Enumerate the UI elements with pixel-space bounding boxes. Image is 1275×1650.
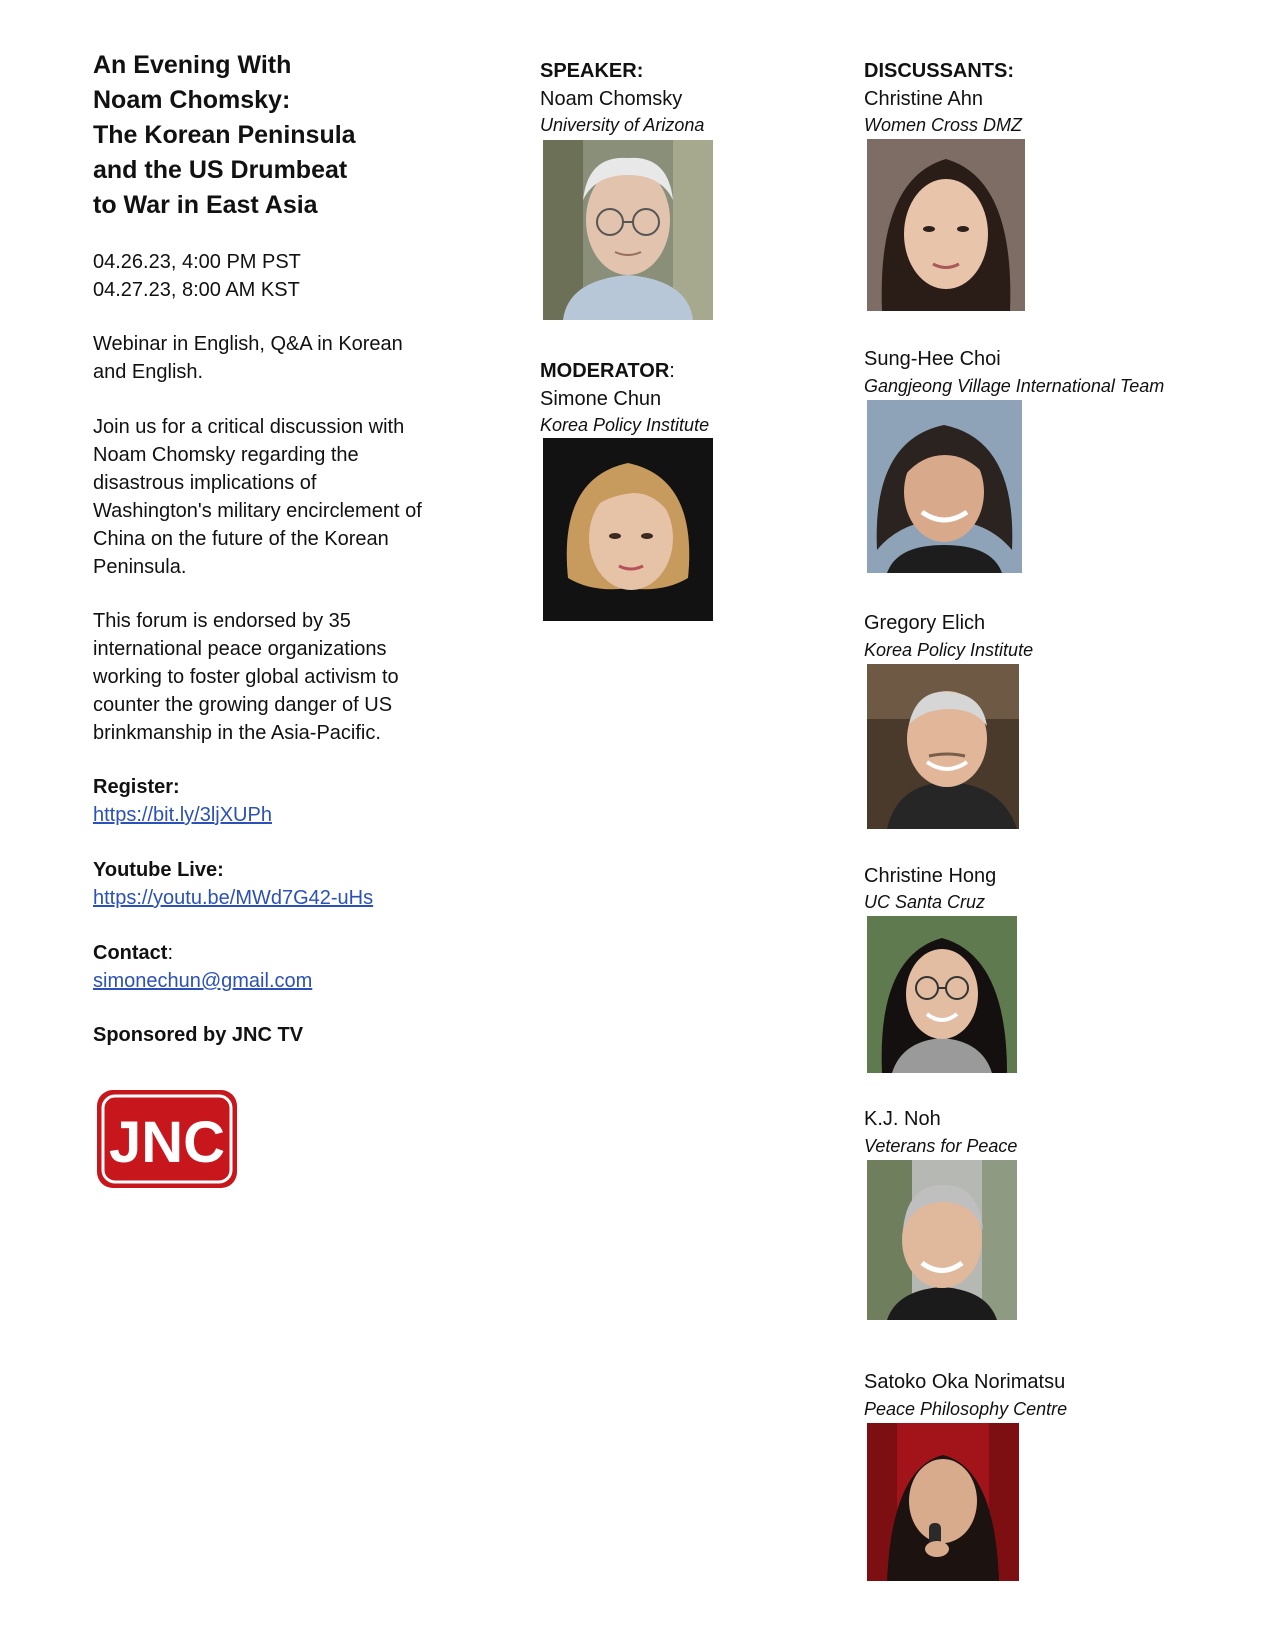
logo-text: JNC bbox=[108, 1110, 226, 1175]
text-line: Noam Chomsky regarding the bbox=[93, 444, 359, 466]
youtube-label: Youtube Live: bbox=[93, 859, 224, 881]
portrait-icon bbox=[867, 1423, 1019, 1581]
event-datetime bbox=[93, 248, 301, 304]
discussant-name: K.J. Noh bbox=[864, 1108, 941, 1130]
discussant-name: Sung-Hee Choi bbox=[864, 348, 1001, 370]
discussant-photo bbox=[867, 400, 1022, 573]
text-line: brinkmanship in the Asia-Pacific. bbox=[93, 722, 381, 744]
discussant-photo bbox=[867, 1160, 1017, 1320]
moderator-name: Simone Chun bbox=[540, 388, 662, 410]
discussant-photo bbox=[867, 1423, 1019, 1581]
moderator-role-label: MODERATOR bbox=[540, 360, 670, 382]
register-link[interactable]: https://bit.ly/3ljXUPh bbox=[93, 804, 272, 826]
contact-colon: : bbox=[167, 942, 174, 964]
sponsor-note bbox=[93, 1021, 303, 1049]
moderator-role-colon: : bbox=[669, 360, 675, 382]
contact-label: Contact bbox=[93, 942, 168, 964]
moderator-photo bbox=[543, 438, 713, 621]
text-line: Washington's military encirclement of bbox=[93, 500, 422, 522]
event-title bbox=[93, 48, 463, 223]
speaker-name: Noam Chomsky bbox=[540, 88, 683, 110]
text-line: disastrous implications of bbox=[93, 472, 317, 494]
discussant-photo bbox=[867, 139, 1025, 311]
portrait-icon bbox=[867, 1160, 1017, 1320]
text-line: Webinar in English, Q&A in Korean bbox=[93, 333, 403, 355]
text-line: counter the growing danger of US bbox=[93, 694, 393, 716]
text-line: Peninsula. bbox=[93, 556, 187, 578]
discussant-name: Gregory Elich bbox=[864, 612, 986, 634]
text-line: This forum is endorsed by 35 bbox=[93, 610, 351, 632]
discussant-name: Christine Ahn bbox=[864, 88, 983, 110]
jnc-logo bbox=[97, 1090, 237, 1188]
text-line: China on the future of the Korean bbox=[93, 528, 389, 550]
youtube-link[interactable]: https://youtu.be/MWd7G42-uHs bbox=[93, 887, 374, 909]
youtube-section bbox=[93, 856, 373, 912]
event-description bbox=[93, 413, 422, 581]
discussants-role: DISCUSSANTS: bbox=[864, 60, 1015, 82]
portrait-icon bbox=[543, 438, 713, 621]
discussant-affiliation: UC Santa Cruz bbox=[864, 892, 986, 912]
title-line: Noam Chomsky: bbox=[93, 86, 291, 114]
discussant-photo bbox=[867, 664, 1019, 829]
portrait-icon bbox=[867, 664, 1019, 829]
text-line: Join us for a critical discussion with bbox=[93, 416, 405, 438]
portrait-icon bbox=[543, 140, 713, 320]
discussant-affiliation: Gangjeong Village International Team bbox=[864, 376, 1165, 396]
speaker-affiliation: University of Arizona bbox=[540, 115, 705, 135]
moderator-role bbox=[540, 357, 675, 385]
text-line: and English. bbox=[93, 361, 204, 383]
discussant-name: Christine Hong bbox=[864, 865, 997, 887]
discussant-affiliation: Women Cross DMZ bbox=[864, 115, 1023, 135]
register-label: Register: bbox=[93, 776, 180, 798]
discussant-name: Satoko Oka Norimatsu bbox=[864, 1371, 1066, 1393]
moderator-affiliation: Korea Policy Institute bbox=[540, 415, 710, 435]
sponsor-text: Sponsored by JNC TV bbox=[93, 1024, 304, 1046]
portrait-icon bbox=[867, 139, 1025, 311]
contact-email-link[interactable]: simonechun@gmail.com bbox=[93, 970, 313, 992]
datetime-kst: 04.27.23, 8:00 AM KST bbox=[93, 279, 300, 301]
contact-section bbox=[93, 939, 312, 995]
discussant-affiliation: Peace Philosophy Centre bbox=[864, 1399, 1068, 1419]
title-line: and the US Drumbeat bbox=[93, 156, 348, 184]
speaker-photo bbox=[543, 140, 713, 320]
contact-heading bbox=[93, 939, 312, 967]
portrait-icon bbox=[867, 916, 1017, 1073]
datetime-pst: 04.26.23, 4:00 PM PST bbox=[93, 251, 301, 273]
title-line: to War in East Asia bbox=[93, 191, 318, 219]
discussant-affiliation: Veterans for Peace bbox=[864, 1136, 1018, 1156]
register-section bbox=[93, 773, 272, 829]
title-line: The Korean Peninsula bbox=[93, 121, 356, 149]
discussant-affiliation: Korea Policy Institute bbox=[864, 640, 1034, 660]
title-line: An Evening With bbox=[93, 51, 292, 79]
text-line: working to foster global activism to bbox=[93, 666, 399, 688]
speaker-role: SPEAKER: bbox=[540, 60, 644, 82]
discussant-photo bbox=[867, 916, 1017, 1073]
language-note bbox=[93, 330, 403, 386]
endorsement-note bbox=[93, 607, 399, 747]
text-line: international peace organizations bbox=[93, 638, 387, 660]
portrait-icon bbox=[867, 400, 1022, 573]
